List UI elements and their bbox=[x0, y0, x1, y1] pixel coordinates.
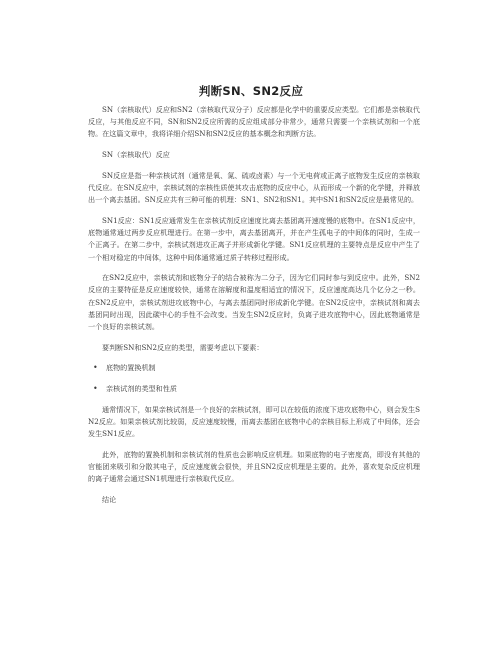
additional-paragraph: 此外，底物的置换机制和亲核试剂的性质也会影响反应机理。如果底物的电子密度高，即没有其他的官能团来吸引和分散其电子，反应速度就会很快，并且SN2反应机理是主要的。此外，喜欢复杂反应机理的离子通常会通过SN1机理进行亲核取代反应。 bbox=[88, 449, 420, 484]
document-title: 判断SN、SN2反应 bbox=[198, 84, 304, 98]
general-paragraph: 通常情况下，如果亲核试剂是一个良好的亲核试剂，即可以在较低的浓度下进攻底物中心，则会发生SN2反应。如果亲核试剂比较弱，反应速度较慢，而离去基团在底物中心的亲核目标上形成了中间体，还会发生SN1反应。 bbox=[88, 404, 420, 439]
intro-paragraph: SN（亲核取代）反应和SN2（亲核取代双分子）反应都是化学中的重要反应类型。它们都是亲核取代反应，与其他反应不同，SN和SN2反应所需的反应组成部分非常少，通常只需要一个亲核试剂和一个底物。在这篇文章中，我将详细介绍SN和SN2反应的基本概念和判断方法。 bbox=[88, 105, 420, 139]
factors-list bbox=[88, 362, 420, 395]
list-item: • 底物的置换机制 bbox=[88, 362, 420, 374]
sn1-paragraph: SN1反应：SN1反应通常发生在亲核试剂反应速度比离去基团离开速度慢的底物中。在SN1反应中，底物通常通过两步反应机理进行。在第一步中，离去基团离开，并在产生孤电子的中间体的同时，生成一个正离子。在第二步中，亲核试剂进攻正离子并形成新化学键。SN1反应机理的主要特点是反应中产生了一个相对稳定的中间体，这种中间体通常通过质子转移过程形成。 bbox=[88, 215, 420, 262]
section-heading-sn: SN（亲核取代）反应 bbox=[102, 150, 170, 160]
list-item: • 亲核试剂的类型和性质 bbox=[88, 383, 420, 395]
sn2-paragraph: 在SN2反应中，亲核试剂和底物分子的结合被称为二分子，因为它们同时参与到反应中。此外，SN2反应的主要特征是反应速度较快，通常在溶解度和温度相适宜的情况下，反应速度高达几个亿分之一秒。在SN2反应中，亲核试剂进攻底物中心，与离去基团同时形成新化学键。在SN2反应中，亲核试剂和离去基团同时出现，因此碳中心的手性不会改变。当发生SN2反应时，负离子进攻底物中心，因此底物通常是一个良好的亲核试剂。 bbox=[88, 273, 420, 332]
document-body bbox=[88, 104, 420, 515]
factors-intro: 要判断SN和SN2反应的类型，需要考虑以下要素： bbox=[102, 342, 264, 352]
conclusion-heading: 结论 bbox=[102, 495, 117, 505]
sn-paragraph: SN反应是指一种亲核试剂（通常是氧、氮、硫或卤素）与一个无电荷或正离子底物发生反应的亲核取代反应。在SN反应中，亲核试剂的亲核性质使其攻击底物的反应中心，从而形成一个新的化学键，并释放出一个离去基团。SN反应共有三种可能的机理：SN1、SN2和SN1。其中SN1和SN2反应是最常见的。 bbox=[88, 170, 420, 205]
